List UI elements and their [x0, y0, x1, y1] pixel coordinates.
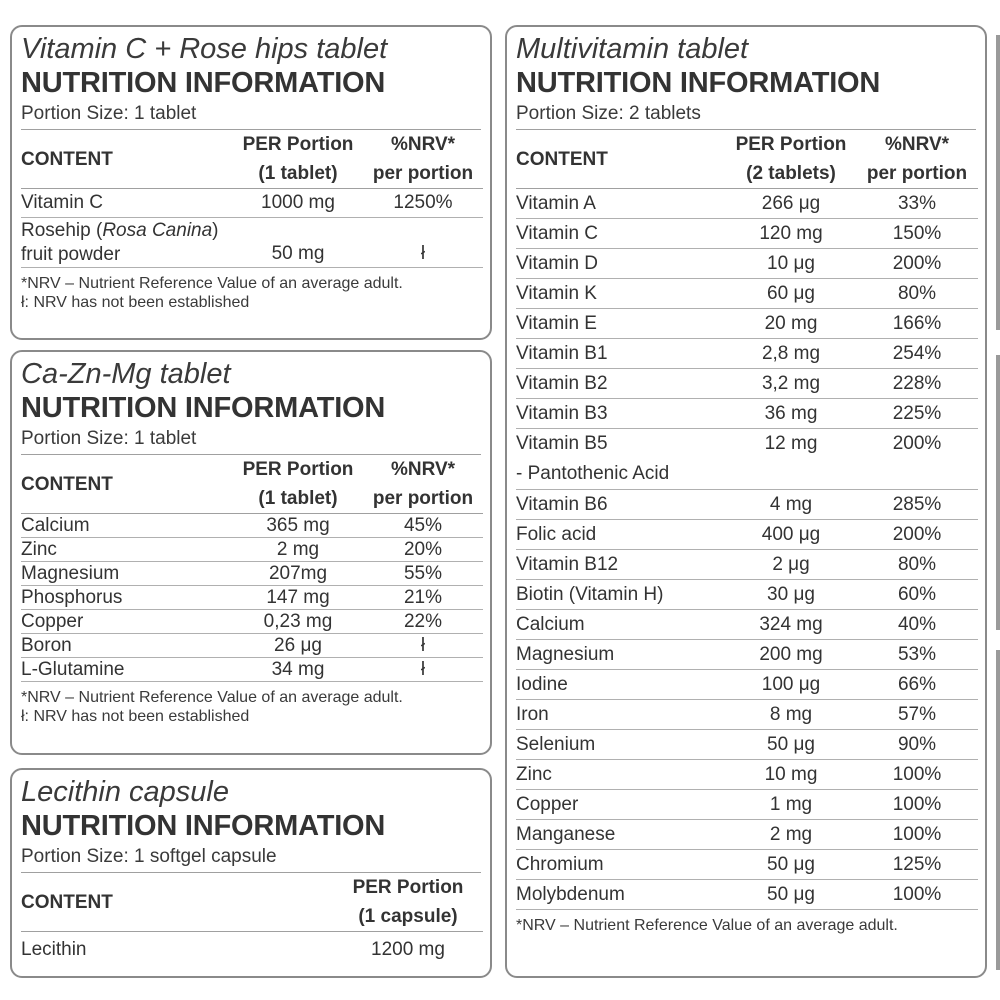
nutrition-table: [516, 130, 978, 910]
col-per-portion: PER Portion (1 tablet): [242, 459, 354, 509]
table-row: [516, 730, 978, 760]
table-header: [516, 130, 978, 189]
row-name: Vitamin B5 - Pantothenic Acid: [516, 429, 726, 490]
col-per-portion: PER Portion (2 tablets): [735, 134, 847, 184]
row-nrv: 21%: [363, 586, 483, 610]
table-row: [21, 189, 483, 218]
row-nrv: 200%: [856, 520, 978, 550]
ca-zn-mg-panel: [10, 350, 492, 755]
table-row: [21, 586, 483, 610]
portion-size: Portion Size: 1 tablet: [21, 99, 481, 130]
table-row: [516, 640, 978, 670]
row-name: Copper: [516, 790, 726, 820]
row-name: Vitamin B6: [516, 490, 726, 520]
panel-heading: NUTRITION INFORMATION: [516, 67, 881, 99]
row-amount: 20 mg: [726, 309, 856, 339]
row-name: Copper: [21, 610, 233, 634]
row-nrv: 57%: [856, 700, 978, 730]
table-row: [516, 369, 978, 399]
row-amount: 207mg: [233, 562, 363, 586]
row-name: Boron: [21, 634, 233, 658]
adjacent-panel-edge: [996, 650, 1000, 970]
row-amount: 2,8 mg: [726, 339, 856, 369]
table-row: [516, 610, 978, 640]
row-nrv: 53%: [856, 640, 978, 670]
portion-size: Portion Size: 2 tablets: [516, 99, 976, 130]
row-amount: 50 μg: [726, 880, 856, 910]
nutrition-table: [21, 455, 483, 682]
table-row: [516, 339, 978, 369]
row-amount: 147 mg: [233, 586, 363, 610]
row-amount: 26 μg: [233, 634, 363, 658]
table-row: [21, 218, 483, 268]
table-row: [516, 399, 978, 429]
row-amount: 50 mg: [233, 218, 363, 268]
row-amount: 120 mg: [726, 219, 856, 249]
row-amount: 100 μg: [726, 670, 856, 700]
row-name: Selenium: [516, 730, 726, 760]
row-amount: 2 mg: [726, 820, 856, 850]
row-amount: 1200 mg: [371, 938, 445, 960]
adjacent-panel-edge: [996, 355, 1000, 630]
table-row: [516, 550, 978, 580]
row-name: Calcium: [516, 610, 726, 640]
row-nrv: ł: [363, 658, 483, 682]
row-name: Folic acid: [516, 520, 726, 550]
col-content: CONTENT: [21, 891, 113, 913]
row-nrv: 80%: [856, 550, 978, 580]
table-row: [21, 610, 483, 634]
row-name: Vitamin B2: [516, 369, 726, 399]
row-amount: 36 mg: [726, 399, 856, 429]
vitamin-c-panel: [10, 25, 492, 340]
row-amount: 3,2 mg: [726, 369, 856, 399]
row-amount: 50 μg: [726, 850, 856, 880]
table-header: [21, 455, 483, 514]
row-nrv: 166%: [856, 309, 978, 339]
row-nrv: 225%: [856, 399, 978, 429]
row-nrv: 45%: [363, 514, 483, 538]
table-row: [516, 820, 978, 850]
table-header: [21, 873, 483, 932]
table-row: [21, 932, 483, 968]
row-name: Molybdenum: [516, 880, 726, 910]
row-nrv: 150%: [856, 219, 978, 249]
row-nrv: 228%: [856, 369, 978, 399]
row-name: Iron: [516, 700, 726, 730]
row-amount: 12 mg: [726, 429, 856, 490]
row-nrv: 40%: [856, 610, 978, 640]
row-name: Vitamin B1: [516, 339, 726, 369]
footnote: *NRV – Nutrient Reference Value of an average adult.: [516, 917, 898, 934]
panel-title: Multivitamin tablet: [516, 33, 749, 65]
nutrition-table: [21, 873, 483, 968]
row-amount: 4 mg: [726, 490, 856, 520]
row-amount: 8 mg: [726, 700, 856, 730]
table-row: [21, 658, 483, 682]
panel-heading: NUTRITION INFORMATION: [21, 67, 386, 99]
row-name: Vitamin B12: [516, 550, 726, 580]
row-amount: 200 mg: [726, 640, 856, 670]
row-amount: 400 μg: [726, 520, 856, 550]
row-nrv: ł: [363, 218, 483, 268]
row-nrv: 33%: [856, 189, 978, 219]
portion-size: Portion Size: 1 tablet: [21, 424, 481, 455]
col-nrv: %NRV* per portion: [372, 134, 474, 184]
row-nrv: 55%: [363, 562, 483, 586]
table-row: [21, 514, 483, 538]
row-amount: 50 μg: [726, 730, 856, 760]
panel-title: Ca-Zn-Mg tablet: [21, 358, 231, 390]
row-nrv: 100%: [856, 880, 978, 910]
col-per-portion: PER Portion (1 tablet): [242, 134, 354, 184]
row-name: Zinc: [21, 538, 233, 562]
row-name: Chromium: [516, 850, 726, 880]
table-row: [516, 189, 978, 219]
panel-title: Lecithin capsule: [21, 776, 229, 808]
table-row: [516, 850, 978, 880]
table-row: [21, 562, 483, 586]
row-nrv: 285%: [856, 490, 978, 520]
row-amount: 1000 mg: [233, 189, 363, 218]
table-row: [516, 490, 978, 520]
row-nrv: 100%: [856, 820, 978, 850]
row-name: Magnesium: [21, 562, 233, 586]
row-name: Vitamin B3: [516, 399, 726, 429]
row-name: Iodine: [516, 670, 726, 700]
row-nrv: 80%: [856, 279, 978, 309]
table-row: [516, 249, 978, 279]
row-nrv: 1250%: [363, 189, 483, 218]
row-amount: 10 mg: [726, 760, 856, 790]
row-name: Phosphorus: [21, 586, 233, 610]
portion-size: Portion Size: 1 softgel capsule: [21, 842, 481, 873]
row-name: Lecithin: [21, 938, 87, 960]
row-name: Vitamin D: [516, 249, 726, 279]
table-row: [516, 760, 978, 790]
row-amount: 60 μg: [726, 279, 856, 309]
row-nrv: 100%: [856, 790, 978, 820]
table-row: [516, 429, 978, 490]
row-name: Biotin (Vitamin H): [516, 580, 726, 610]
row-nrv: ł: [363, 634, 483, 658]
table-row: [516, 219, 978, 249]
row-name: L-Glutamine: [21, 658, 233, 682]
row-name: Zinc: [516, 760, 726, 790]
row-nrv: 200%: [856, 249, 978, 279]
row-name: Calcium: [21, 514, 233, 538]
col-content: CONTENT: [21, 148, 113, 170]
row-name: Magnesium: [516, 640, 726, 670]
panel-heading: NUTRITION INFORMATION: [21, 392, 386, 424]
table-row: [21, 634, 483, 658]
row-name: Manganese: [516, 820, 726, 850]
col-nrv: %NRV* per portion: [866, 134, 968, 184]
table-row: [516, 700, 978, 730]
table-header: [21, 130, 483, 189]
lecithin-panel: [10, 768, 492, 978]
row-nrv: 66%: [856, 670, 978, 700]
footnote: *NRV – Nutrient Reference Value of an average adult. ł: NRV has not been established: [21, 275, 403, 311]
row-amount: 1 mg: [726, 790, 856, 820]
row-nrv: 125%: [856, 850, 978, 880]
table-row: [516, 670, 978, 700]
row-nrv: 20%: [363, 538, 483, 562]
row-amount: 365 mg: [233, 514, 363, 538]
adjacent-panel-edge: [996, 35, 1000, 330]
row-amount: 34 mg: [233, 658, 363, 682]
col-per-portion: PER Portion (1 capsule): [352, 877, 464, 927]
row-amount: 2 μg: [726, 550, 856, 580]
row-amount: 266 μg: [726, 189, 856, 219]
row-nrv: 200%: [856, 429, 978, 490]
col-content: CONTENT: [21, 473, 113, 495]
multivitamin-panel: [505, 25, 987, 978]
row-name: Vitamin E: [516, 309, 726, 339]
table-row: [21, 538, 483, 562]
row-name: Vitamin C: [21, 189, 233, 218]
table-row: [516, 279, 978, 309]
row-name: Vitamin K: [516, 279, 726, 309]
row-nrv: 90%: [856, 730, 978, 760]
table-row: [516, 580, 978, 610]
row-name: Rosehip (Rosa Canina) fruit powder: [21, 218, 233, 268]
row-amount: 30 μg: [726, 580, 856, 610]
row-nrv: 100%: [856, 760, 978, 790]
row-nrv: 60%: [856, 580, 978, 610]
table-row: [516, 880, 978, 910]
row-name: Vitamin A: [516, 189, 726, 219]
footnote: *NRV – Nutrient Reference Value of an average adult. ł: NRV has not been established: [21, 689, 403, 725]
nutrition-table: [21, 130, 483, 268]
row-amount: 10 μg: [726, 249, 856, 279]
row-amount: 324 mg: [726, 610, 856, 640]
row-name: Vitamin C: [516, 219, 726, 249]
table-row: [516, 309, 978, 339]
table-row: [516, 520, 978, 550]
col-nrv: %NRV* per portion: [372, 459, 474, 509]
panel-title: Vitamin C + Rose hips tablet: [21, 33, 388, 65]
row-nrv: 254%: [856, 339, 978, 369]
row-nrv: 22%: [363, 610, 483, 634]
row-amount: 2 mg: [233, 538, 363, 562]
col-content: CONTENT: [516, 148, 608, 170]
row-amount: 0,23 mg: [233, 610, 363, 634]
table-row: [516, 790, 978, 820]
panel-heading: NUTRITION INFORMATION: [21, 810, 386, 842]
